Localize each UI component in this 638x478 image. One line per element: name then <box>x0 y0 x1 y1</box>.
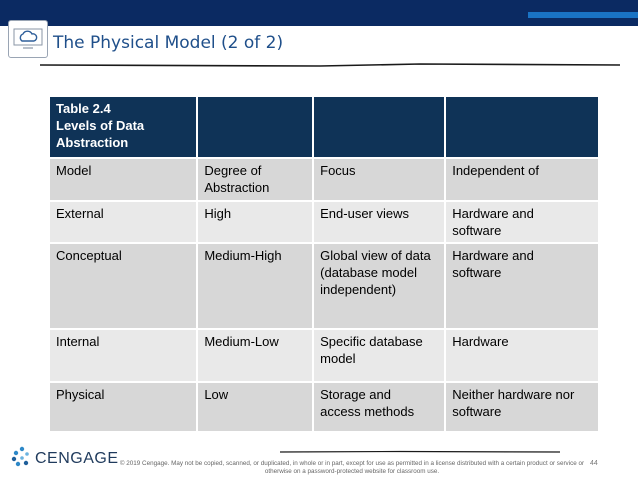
cell-text-line: Abstraction <box>204 180 270 195</box>
table-cell <box>314 244 444 328</box>
page-number: 44 <box>590 460 598 467</box>
cell-text-line: Global view of data <box>320 248 431 263</box>
cell-text-line: software <box>452 223 502 238</box>
table-cell <box>198 330 312 381</box>
copyright-note: © 2019 Cengage. May not be copied, scanned, or duplicated, in whole or in part, except for use as permitted in a license distributed with a certain product or service or otherwise on a password-protected website for classroom use. <box>119 460 585 475</box>
cell-text-line: Independent of <box>452 163 539 178</box>
cell-text-line: High <box>204 206 232 221</box>
table-cell <box>50 330 196 381</box>
top-banner <box>0 0 638 26</box>
table-cell <box>314 330 444 381</box>
table-row <box>50 330 598 381</box>
table-cell <box>314 383 444 431</box>
brand-name: CENGAGE <box>35 450 119 467</box>
cell-text-line: Levels of Data <box>56 118 145 133</box>
table-caption-row <box>50 97 598 157</box>
footer-rule <box>280 450 560 454</box>
cell-text-line: Degree of <box>204 163 262 178</box>
cell-text-line: model <box>320 351 356 366</box>
table-cell <box>446 202 598 242</box>
cell-text-line: access methods <box>320 404 415 419</box>
column-header <box>198 159 312 200</box>
table-cell <box>50 202 196 242</box>
table-caption-empty-cell <box>198 97 312 157</box>
cell-text-line: Storage and <box>320 387 391 402</box>
table-cell <box>314 202 444 242</box>
table-cell <box>50 244 196 328</box>
table-row <box>50 383 598 431</box>
cell-text-line: Neither hardware nor <box>452 387 575 402</box>
table-cell <box>50 383 196 431</box>
table-caption <box>50 97 196 157</box>
cell-text-line: software <box>452 404 502 419</box>
cell-text-line: External <box>56 206 104 221</box>
cell-text-line: Hardware and <box>452 248 534 263</box>
cell-text-line: Model <box>56 163 92 178</box>
table-cell <box>446 330 598 381</box>
column-header <box>314 159 444 200</box>
cell-text-line: Focus <box>320 163 356 178</box>
cloud-monitor-icon <box>8 20 48 58</box>
table-caption-empty-cell <box>446 97 598 157</box>
cell-text-line: Specific database <box>320 334 423 349</box>
top-banner-accent <box>528 12 638 18</box>
cell-text-line: Abstraction <box>56 135 129 150</box>
cell-text-line: Physical <box>56 387 105 402</box>
cell-text-line: Medium-Low <box>204 334 279 349</box>
cengage-dots-logo-icon <box>11 446 33 468</box>
cell-text-line: Internal <box>56 334 100 349</box>
abstraction-levels-table <box>48 95 600 433</box>
cell-text-line: Table 2.4 <box>56 101 111 116</box>
cell-text-line: (database model <box>320 265 417 280</box>
cell-text-line: Conceptual <box>56 248 122 263</box>
table-row <box>50 202 598 242</box>
cell-text-line: software <box>452 265 502 280</box>
cell-text-line: Hardware and <box>452 206 534 221</box>
table-cell <box>198 383 312 431</box>
table-cell <box>198 244 312 328</box>
column-header <box>50 159 196 200</box>
title-underline <box>40 62 620 68</box>
column-header-row <box>50 159 598 200</box>
column-header <box>446 159 598 200</box>
table-caption-empty-cell <box>314 97 444 157</box>
cell-text-line: Medium-High <box>204 248 282 263</box>
cell-text-line: Low <box>204 387 229 402</box>
table-cell <box>198 202 312 242</box>
table-cell <box>446 383 598 431</box>
table-row <box>50 244 598 328</box>
table-cell <box>446 244 598 328</box>
cell-text-line: Hardware <box>452 334 509 349</box>
cell-text-line: independent) <box>320 282 397 297</box>
cell-text-line: End-user views <box>320 206 410 221</box>
slide-title: The Physical Model (2 of 2) <box>53 33 284 53</box>
